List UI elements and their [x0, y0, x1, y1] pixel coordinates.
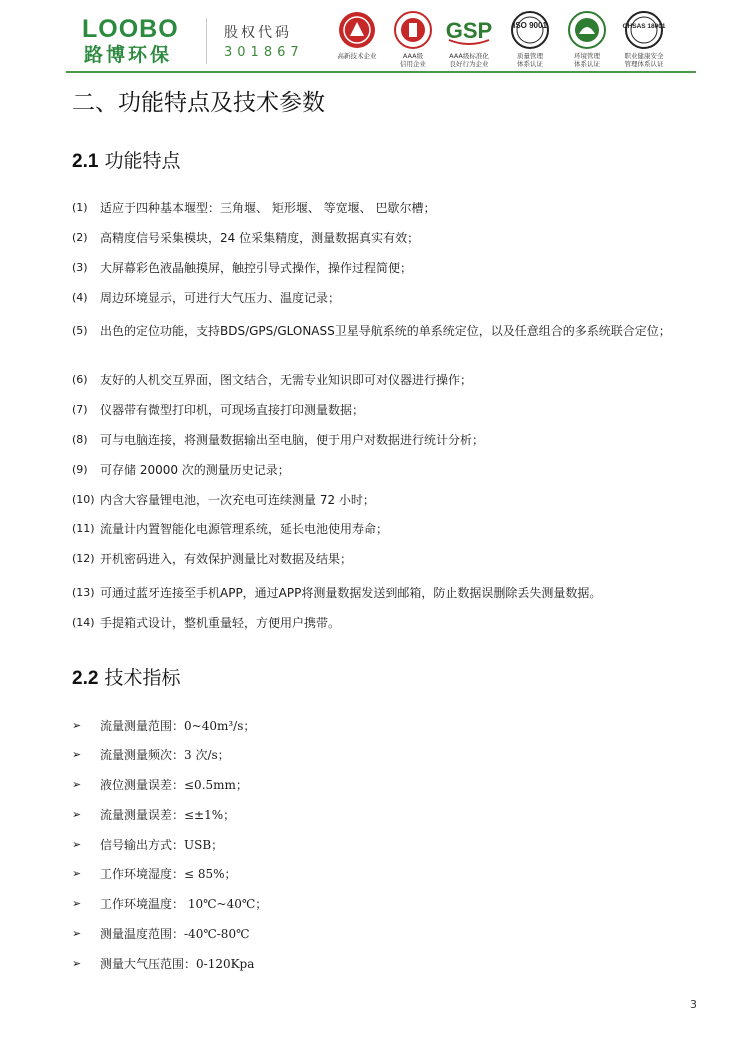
subsection-title-features: [72, 146, 180, 173]
ohsas-icon: [622, 10, 666, 50]
svg-text:OHSAS 18001: OHSAS 18001: [622, 23, 666, 30]
header-rule: [66, 71, 696, 73]
page-number: 3: [690, 998, 697, 1011]
bullet-arrow-icon: ➢: [72, 957, 82, 970]
stock-label: 股权代码: [224, 25, 292, 41]
bullet-arrow-icon: ➢: [72, 719, 82, 732]
bullet-arrow-icon: ➢: [72, 838, 82, 851]
subsection-title-specs: [72, 663, 180, 690]
subsection-number: 2.2: [72, 668, 99, 689]
subsection-number: 2.1: [72, 151, 99, 172]
bullet-arrow-icon: ➢: [72, 808, 82, 821]
iso9001-icon: [508, 10, 552, 50]
svg-text:ISO 9001: ISO 9001: [513, 21, 547, 30]
env-icon: [565, 10, 609, 50]
gsp-icon: [443, 10, 495, 50]
bullet-arrow-icon: ➢: [72, 867, 82, 880]
bullet-arrow-icon: ➢: [72, 897, 82, 910]
header-divider: [206, 18, 207, 64]
svg-text:GSP: GSP: [445, 18, 493, 43]
bullet-arrow-icon: ➢: [72, 927, 82, 940]
subsection-label: 功能特点: [104, 150, 181, 172]
credit-badge: AAA级 信用企业: [378, 10, 448, 68]
high-tech-icon: [337, 10, 377, 50]
stock-code: 301867: [224, 45, 304, 60]
bullet-arrow-icon: ➢: [72, 748, 82, 761]
company-logo-cn: 路博环保: [84, 44, 173, 66]
high-tech-badge: 高新技术企业: [322, 10, 392, 60]
gsp-badge: GSP AAA级标准化 良好行为企业: [434, 10, 504, 68]
section-title: 二、功能特点及技术参数: [72, 90, 325, 116]
credit-icon: [393, 10, 433, 50]
subsection-label: 技术指标: [104, 667, 181, 689]
page-header: [0, 0, 750, 74]
company-logo-text: LOOBO: [82, 15, 179, 43]
bullet-arrow-icon: ➢: [72, 778, 82, 791]
env-badge: 环境管理 体系认证: [552, 10, 622, 68]
ohsas-badge: OHSAS 18001 职业健康安全 管理体系认证: [609, 10, 679, 68]
iso9001-badge: ISO 9001 质量管理 体系认证: [495, 10, 565, 68]
